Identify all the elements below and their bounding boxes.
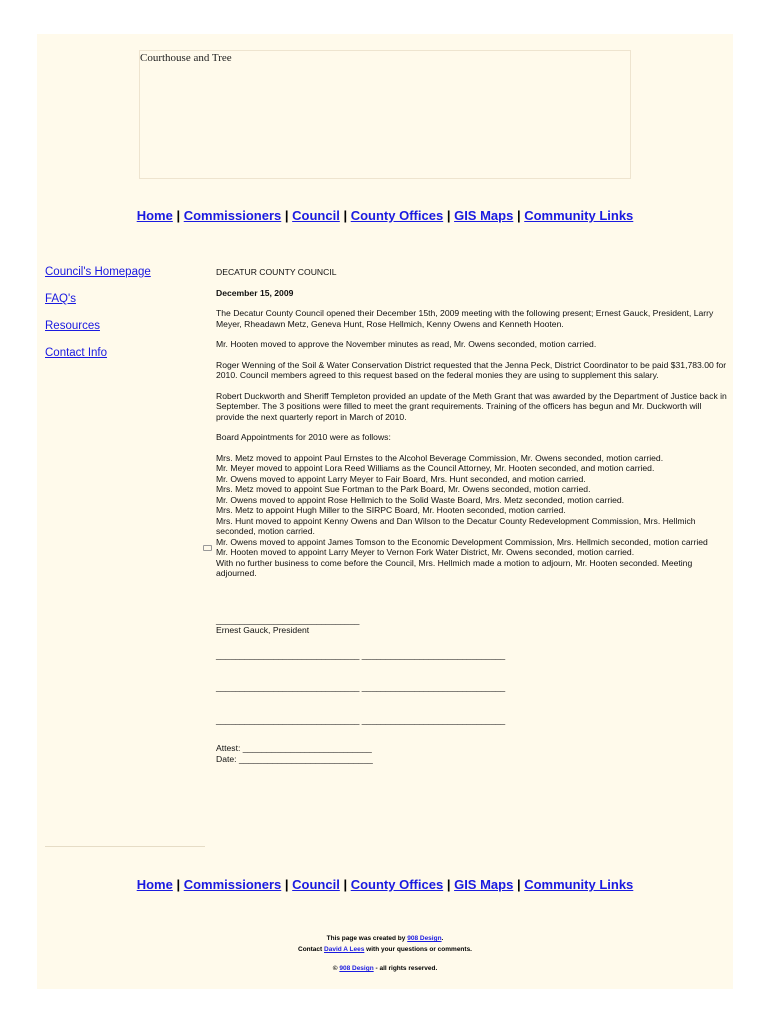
date-line <box>216 754 731 765</box>
footer-text: - all rights reserved. <box>375 965 438 972</box>
signer-name: Ernest Gauck, President <box>216 625 310 635</box>
contact-link[interactable]: David A Lees <box>324 946 365 953</box>
paragraph: Roger Wenning of the Soil & Water Conservation District requested that the Jenna Peck, District Coordinator to be paid $31,783.00 for 2010. Council members agreed to this request based on the federal monies they are using to supplement this salary. <box>216 359 727 380</box>
sidebar <box>45 266 205 374</box>
meeting-date: December 15, 2009 <box>216 287 294 298</box>
motion-line: Mrs. Metz moved to appoint Sue Fortman to the Park Board, Mr. Owens seconded, motion carried. <box>216 484 591 494</box>
motion-line: Mrs. Metz moved to appoint Paul Ernstes to the Alcohol Beverage Commission, Mr. Owens seconded, motion carried. <box>216 452 664 463</box>
footer-text: . <box>441 935 444 942</box>
signature-pair-line: ______________________________ ______________________________ <box>216 714 506 725</box>
nav-county-offices-link[interactable]: County Offices <box>350 208 444 223</box>
attest-block <box>216 743 731 764</box>
footer-text: with your questions or comments. <box>366 946 472 953</box>
nav-separator: | <box>516 877 521 892</box>
motion-line: Mr. Owens moved to appoint Larry Meyer to Fair Board, Mrs. Hunt seconded, and motion carried. <box>216 473 586 484</box>
motion-line: Mr. Owens moved to appoint Rose Hellmich to the Solid Waste Board, Mrs. Metz seconded, motion carried. <box>216 494 625 505</box>
nav-separator: | <box>343 877 348 892</box>
nav-commissioners-link[interactable]: Commissioners <box>183 208 282 223</box>
nav-commissioners-link[interactable]: Commissioners <box>183 877 282 892</box>
attest-label: Attest: <box>216 743 241 753</box>
sidebar-item-resources[interactable]: Resources <box>45 320 100 332</box>
footer-text: Contact <box>298 946 323 953</box>
nav-home-link[interactable]: Home <box>136 208 173 223</box>
attest-line <box>216 743 731 754</box>
date-label: Date: <box>216 753 237 764</box>
copyright-symbol: © <box>332 965 338 972</box>
sidebar-item-faqs[interactable]: FAQ's <box>45 293 76 305</box>
motion-line: With no further business to come before the Council, Mrs. Hellmich made a motion to adjourn, Mr. Hooten seconded. Meeting adjourned. <box>216 557 693 578</box>
nav-council-link[interactable]: Council <box>292 208 340 223</box>
paragraph: Board Appointments for 2010 were as follows: <box>216 432 391 442</box>
motion-line: Mrs. Metz to appoint Hugh Miller to the SIRPC Board, Mr. Hooten seconded, motion carried. <box>216 505 566 515</box>
president-signature <box>216 615 731 636</box>
attest-blank: ___________________________ <box>242 743 372 753</box>
nav-council-link[interactable]: Council <box>292 877 340 892</box>
sidebar-item-contact-info[interactable]: Contact Info <box>45 347 108 359</box>
nav-separator: | <box>176 208 181 223</box>
banner-image <box>139 50 631 179</box>
motion-line: Mr. Owens moved to appoint James Tomson to the Economic Development Commission, Mrs. Hellmich seconded, motion carried <box>216 536 708 547</box>
date-blank: ____________________________ <box>238 753 373 764</box>
nav-home-link[interactable]: Home <box>136 877 173 892</box>
motion-line: Mrs. Hunt moved to appoint Kenny Owens and Dan Wilson to the Decatur County Redevelopment Commission, Mrs. Hellmich seconded, motion carried. <box>216 515 696 536</box>
footer-text: This page was created by <box>326 935 406 942</box>
nav-gis-maps-link[interactable]: GIS Maps <box>454 877 514 892</box>
nav-separator: | <box>446 877 451 892</box>
sidebar-item-councils-homepage[interactable]: Council's Homepage <box>45 266 151 278</box>
copyright-link[interactable]: 908 Design <box>339 965 374 972</box>
bottom-nav <box>37 877 733 892</box>
footer <box>37 933 733 974</box>
motion-line: Mr. Meyer moved to appoint Lora Reed Williams as the Council Attorney, Mr. Hooten seconded, and motion carried. <box>216 463 655 473</box>
nav-separator: | <box>176 877 181 892</box>
motions-block <box>216 453 731 579</box>
nav-separator: | <box>343 208 348 223</box>
sidebar-divider <box>45 846 205 847</box>
minutes-heading: DECATUR COUNTY COUNCIL <box>216 267 337 277</box>
paragraph: The Decatur County Council opened their December 15th, 2009 meeting with the following present; Ernest Gauck, President, Larry Meyer, Rheadawn Metz, Geneva Hunt, Rose Hellmich, Kenny Owens and Kenneth Hooten. <box>216 308 714 329</box>
motion-line: Mr. Hooten moved to appoint Larry Meyer to Vernon Fork Water District, Mr. Owens seconded, motion carried. <box>216 547 635 557</box>
broken-image-icon <box>203 545 212 551</box>
paragraph: Mr. Hooten moved to approve the November minutes as read, Mr. Owens seconded, motion carried. <box>216 339 597 349</box>
footer-contact-line <box>37 944 733 955</box>
nav-community-links-link[interactable]: Community Links <box>524 208 634 223</box>
footer-created-line <box>37 933 733 944</box>
top-nav <box>37 208 733 223</box>
nav-county-offices-link[interactable]: County Offices <box>350 877 444 892</box>
nav-gis-maps-link[interactable]: GIS Maps <box>454 208 514 223</box>
signature-pair-line: ______________________________ ______________________________ <box>216 682 506 692</box>
nav-separator: | <box>516 208 521 223</box>
nav-separator: | <box>284 877 289 892</box>
page-container <box>37 34 733 989</box>
signature-line: ______________________________ <box>216 614 360 625</box>
signature-pair-line: ______________________________ ______________________________ <box>216 649 506 660</box>
minutes-content <box>216 267 731 774</box>
nav-separator: | <box>446 208 451 223</box>
nav-separator: | <box>284 208 289 223</box>
banner-alt-text: Courthouse and Tree <box>140 52 232 64</box>
footer-copyright-line <box>37 963 733 974</box>
designer-link[interactable]: 908 Design <box>407 935 442 942</box>
nav-community-links-link[interactable]: Community Links <box>524 877 634 892</box>
paragraph: Robert Duckworth and Sheriff Templeton provided an update of the Meth Grant that was awarded by the Department of Justice back in September. The 3 positions were filled to meet the grant requirements. Training of the officers has begun and Mr. Duckworth will provide the next quarterly report in March of 2010. <box>216 390 727 422</box>
